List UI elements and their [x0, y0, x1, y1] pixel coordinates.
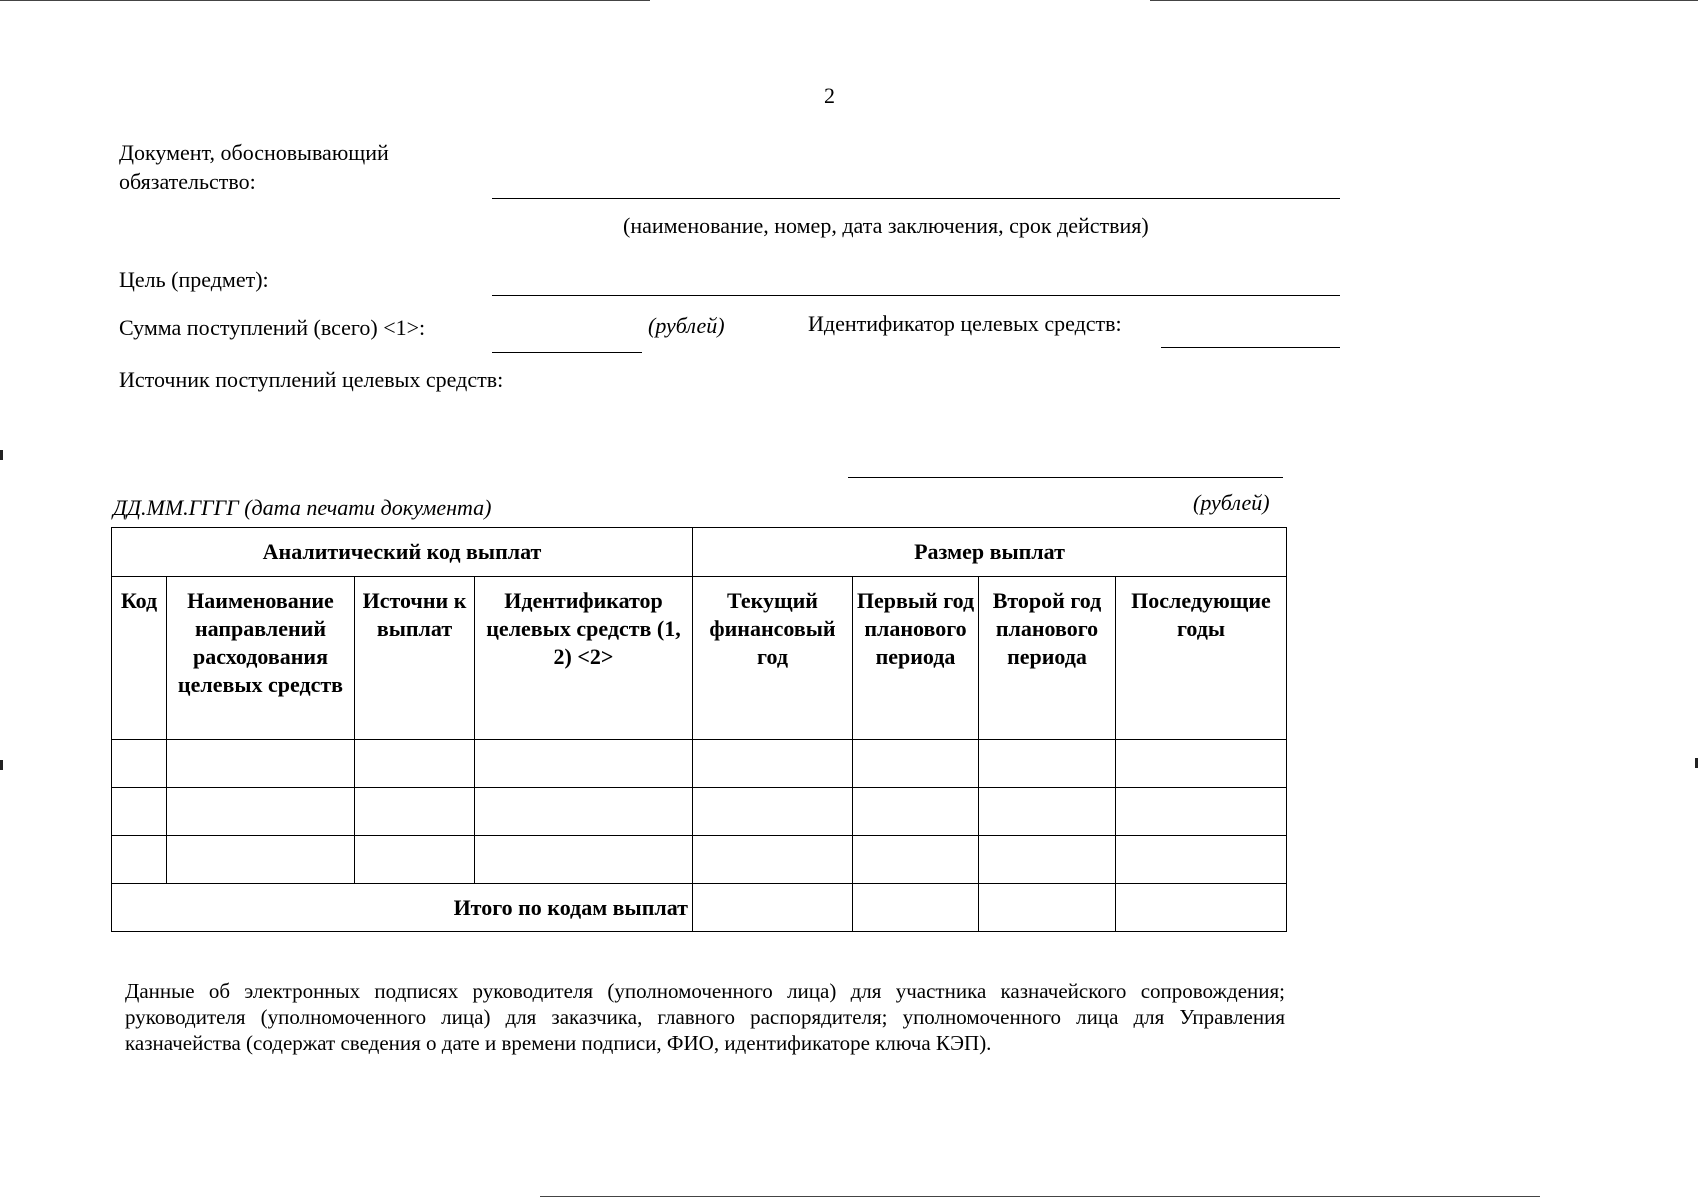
table-cell [1116, 884, 1287, 932]
page-number: 2 [824, 83, 835, 108]
table-cell [693, 884, 853, 932]
table-cell [167, 788, 355, 836]
table-cell [355, 740, 475, 788]
table-cell [112, 836, 167, 884]
column-header-code: Код [112, 577, 167, 740]
column-header-following-years: Последующие годы [1116, 577, 1287, 740]
table-cell [853, 884, 979, 932]
identifier-field-line [1161, 347, 1340, 348]
identifier-label: Идентификатор целевых средств: [808, 311, 1122, 336]
column-header-current-year: Текущий финансовый год [693, 577, 853, 740]
table-header-row [112, 577, 1287, 740]
table-cell [853, 836, 979, 884]
scan-edge-mark [0, 450, 3, 460]
document-label-line2: обязательство: [119, 169, 256, 194]
table-cell [475, 788, 693, 836]
table-cell [355, 836, 475, 884]
column-header-direction-name: Наименование направлений расходования целевых средств [167, 577, 355, 740]
source-label: Источник поступлений целевых средств: [119, 367, 504, 392]
table-cell [167, 836, 355, 884]
table-cell [475, 740, 693, 788]
analytic-code-group-header: Аналитический код выплат [112, 528, 693, 577]
document-field-line [492, 198, 1340, 199]
table-cell [693, 740, 853, 788]
sum-field-line [492, 352, 642, 353]
document-label-line1: Документ, обосновывающий [119, 140, 389, 165]
sum-label: Сумма поступлений (всего) <1>: [119, 315, 426, 340]
table-cell [979, 740, 1116, 788]
table-total-row [112, 884, 1287, 932]
scan-edge-mark [0, 760, 3, 770]
table-cell [853, 788, 979, 836]
total-label: Итого по кодам выплат [112, 884, 693, 932]
document-field-caption: (наименование, номер, дата заключения, срок действия) [623, 213, 1149, 238]
column-header-second-plan-year: Второй год планового периода [979, 577, 1116, 740]
column-header-funds-identifier: Идентификатор целевых средств (1, 2) <2> [475, 577, 693, 740]
table-cell [355, 788, 475, 836]
column-header-payment-source: Источни к выплат [355, 577, 475, 740]
table-cell [475, 836, 693, 884]
table-cell [979, 836, 1116, 884]
table-unit: (рублей) [1193, 490, 1270, 515]
source-field-line [848, 477, 1283, 478]
table-cell [1116, 788, 1287, 836]
scan-edge-bottom [540, 1196, 1540, 1197]
table-cell [693, 788, 853, 836]
purpose-field-line [492, 295, 1340, 296]
table-cell [979, 884, 1116, 932]
purpose-label: Цель (предмет): [119, 267, 269, 292]
table-cell [979, 788, 1116, 836]
table-row [112, 740, 1287, 788]
table-group-header-row [112, 528, 1287, 577]
table-cell [853, 740, 979, 788]
signature-data-note: Данные об электронных подписях руководителя (уполномоченного лица) для участника казначейского сопровождения; руководителя (уполномоченного лица) для заказчика, главного распорядителя; уполномоченного лица для Управления казначейства (содержат сведения о дате и времени подписи, ФИО, идентификаторе ключа КЭП). [125, 979, 1285, 1055]
print-date: ДД.ММ.ГГГГ (дата печати документа) [113, 495, 492, 520]
table-row [112, 788, 1287, 836]
table-cell [693, 836, 853, 884]
table-cell [112, 740, 167, 788]
payments-table [111, 527, 1287, 932]
table-row [112, 836, 1287, 884]
table-cell [1116, 740, 1287, 788]
payment-size-group-header: Размер выплат [693, 528, 1287, 577]
table-cell [167, 740, 355, 788]
column-header-first-plan-year: Первый год планового периода [853, 577, 979, 740]
table-cell [1116, 836, 1287, 884]
sum-unit: (рублей) [648, 313, 725, 338]
scan-edge-top [0, 0, 650, 1]
table-cell [112, 788, 167, 836]
scan-edge-top-right [1150, 0, 1698, 1]
